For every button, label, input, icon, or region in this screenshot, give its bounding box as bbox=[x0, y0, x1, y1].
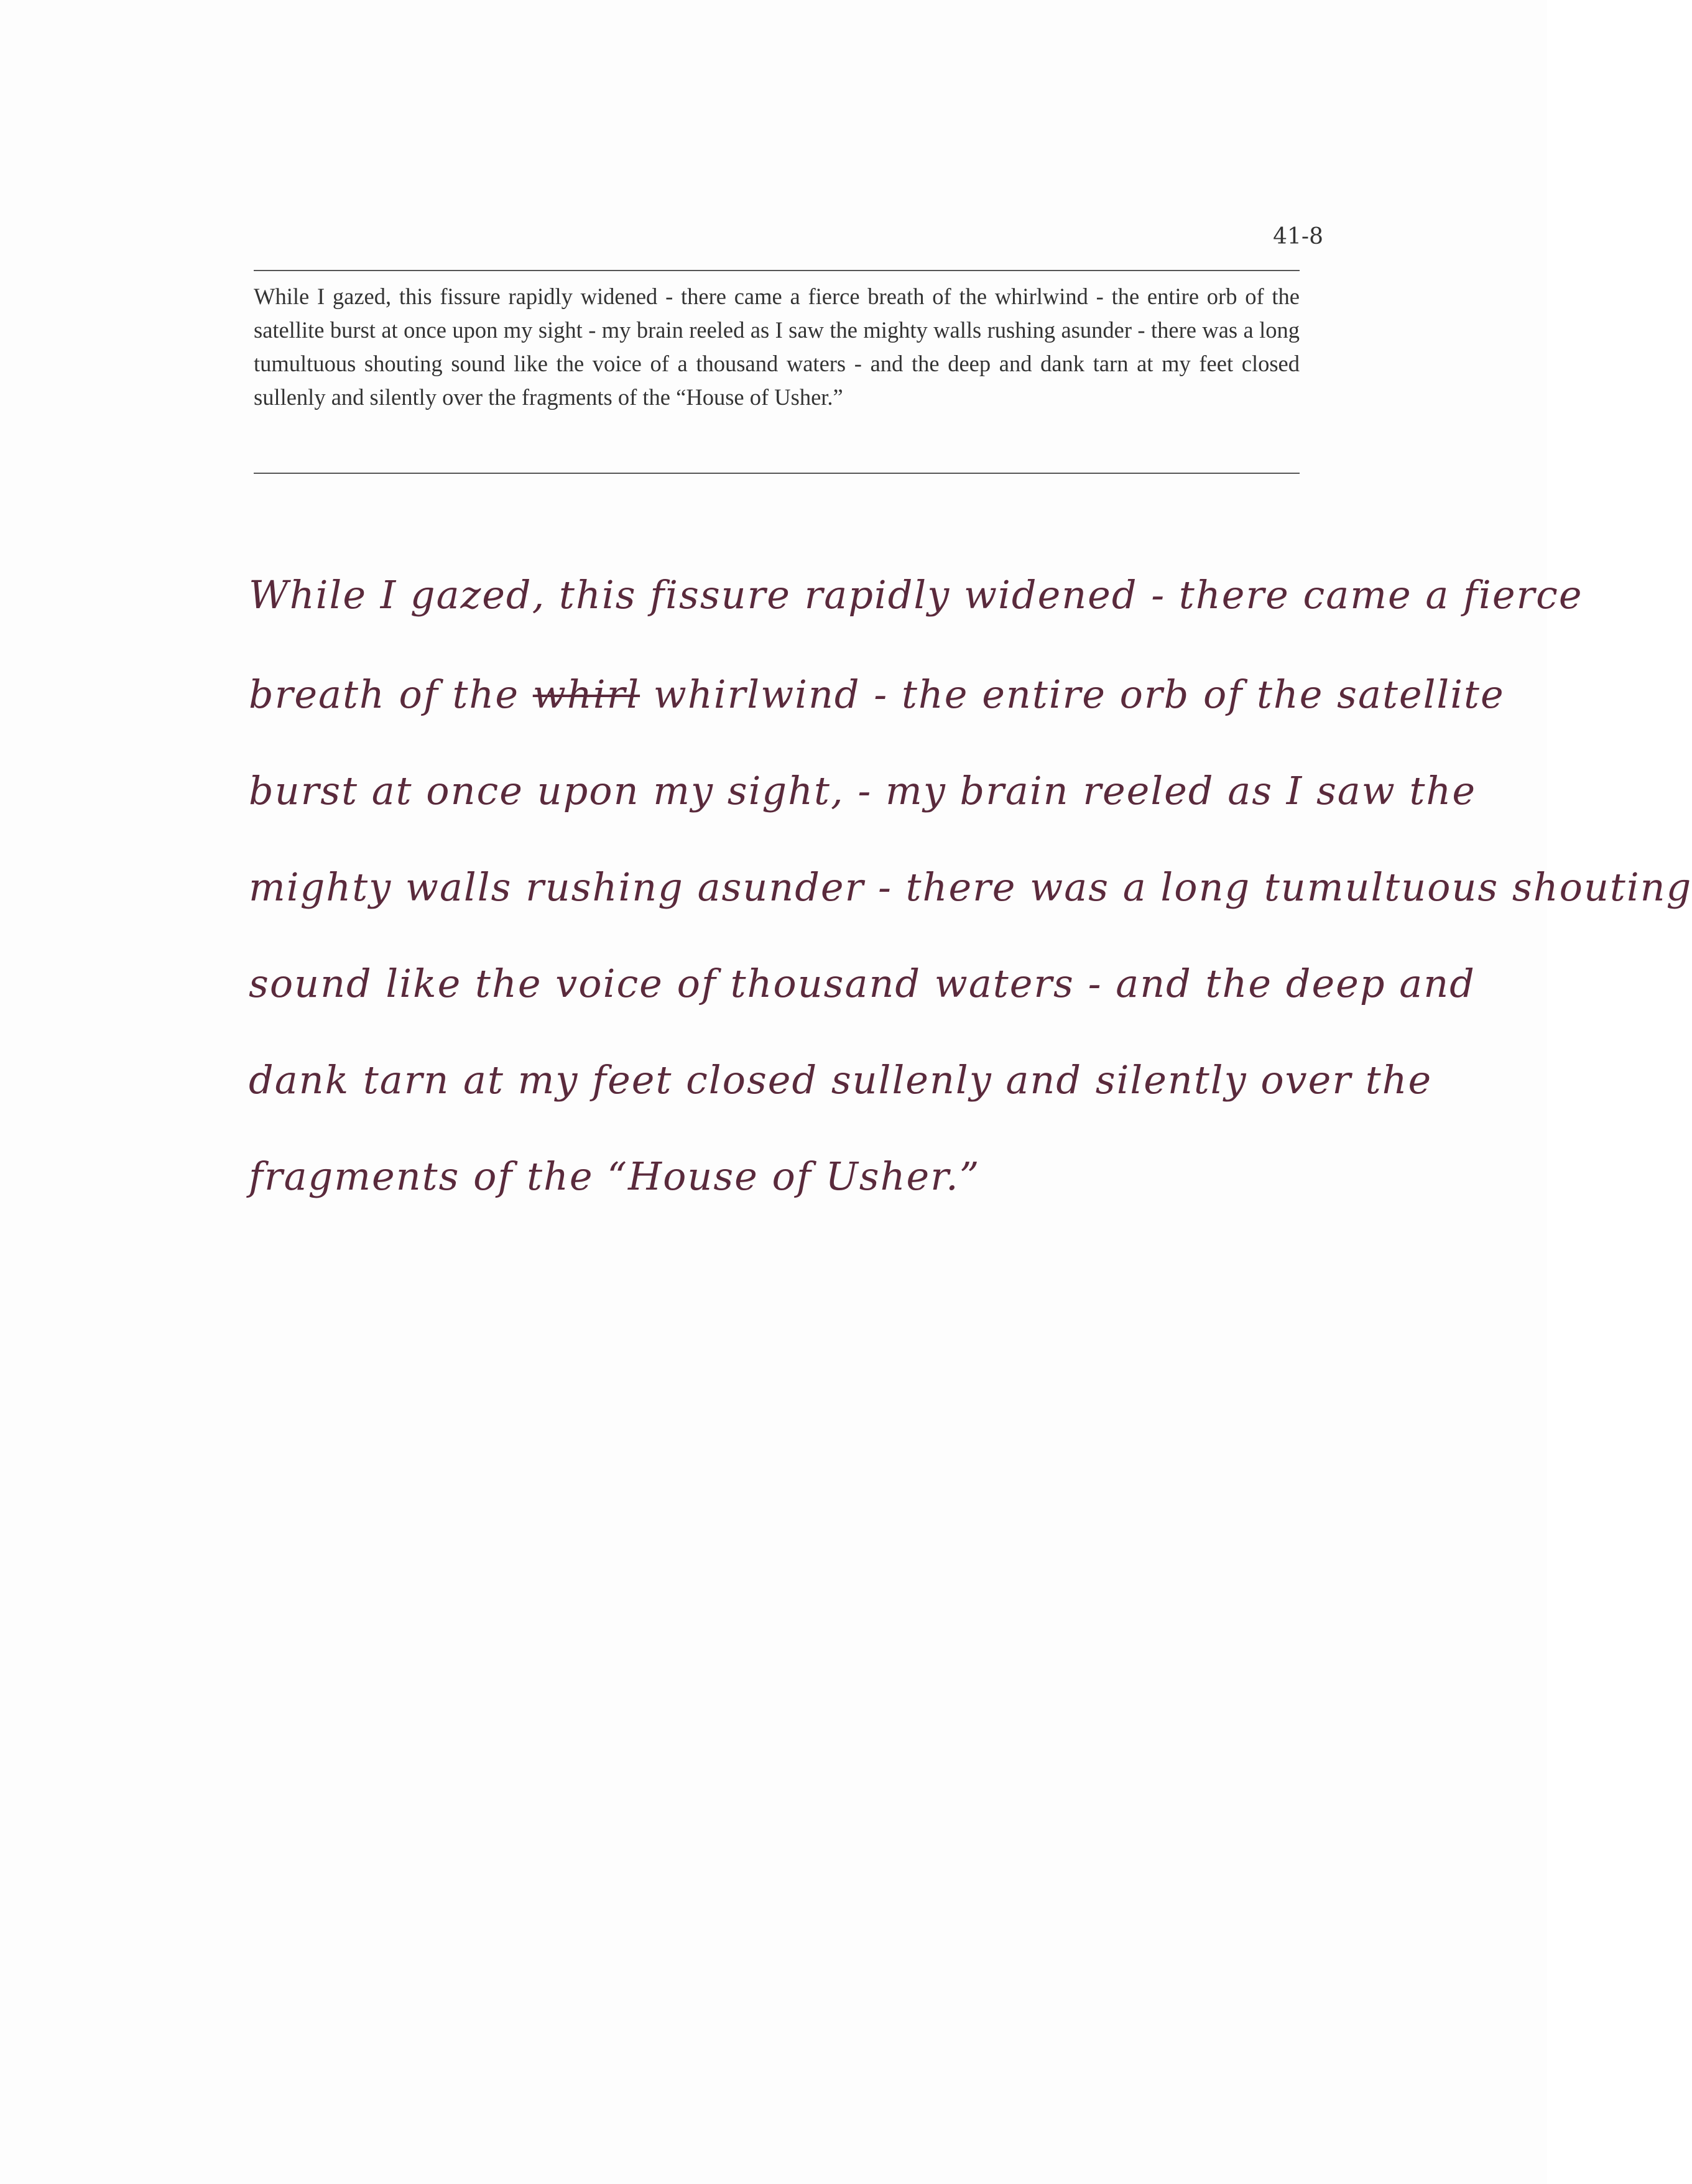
bottom-rule bbox=[254, 473, 1300, 474]
handwritten-line bbox=[249, 672, 1505, 717]
handwritten-line: dank tarn at my feet closed sullenly and silently over the bbox=[249, 1057, 1433, 1103]
handwritten-line: sound like the voice of thousand waters - and the deep and bbox=[249, 961, 1476, 1006]
handwritten-line: mighty walls rushing asunder - there was a long tumultuous shouting bbox=[249, 864, 1692, 910]
handwritten-segment: whirlwind - the entire orb of the satellite bbox=[640, 672, 1505, 717]
handwritten-line: fragments of the “House of Usher.” bbox=[249, 1154, 981, 1199]
handwritten-segment: breath of the bbox=[249, 672, 533, 717]
top-rule bbox=[254, 270, 1300, 271]
printed-prompt-text: While I gazed, this fissure rapidly widened - there came a fierce breath of the whirlwind - the entire orb of the satellite burst at once upon my sight - my brain reeled as I saw the mighty walls rushing asunder - there was a long tumultuous shouting sound like the voice of a thousand waters - and the deep and dank tarn at my feet closed sullenly and silently over the fragments of the “House of Usher.” bbox=[254, 284, 1300, 410]
handwritten-line: While I gazed, this fissure rapidly widened - there came a fierce bbox=[249, 572, 1583, 618]
crossed-out-word: whirl bbox=[532, 672, 640, 717]
page-number: 41-8 bbox=[1273, 224, 1323, 249]
handwritten-line: burst at once upon my sight, - my brain reeled as I saw the bbox=[249, 768, 1477, 813]
